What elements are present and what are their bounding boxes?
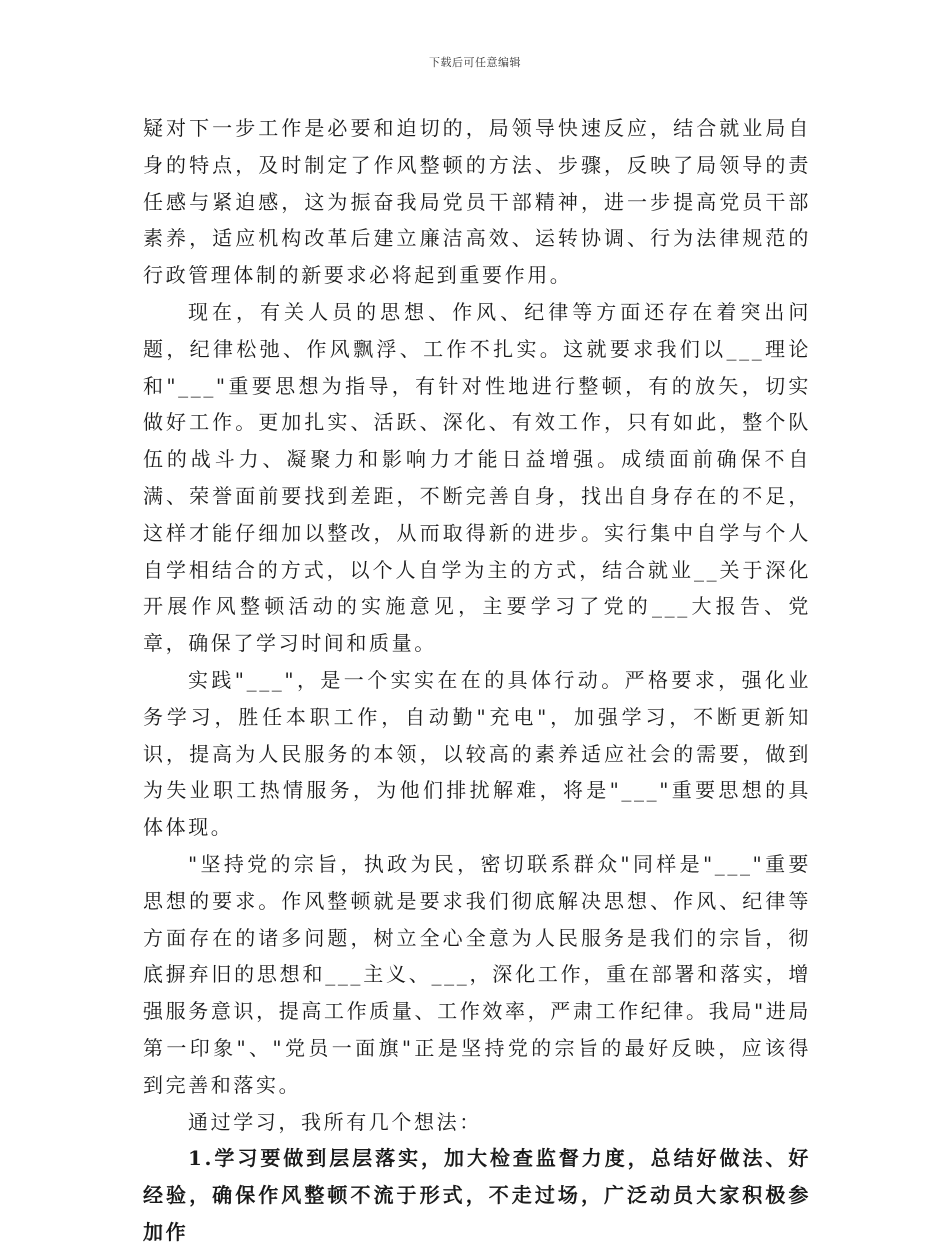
paragraph-current-issues: 现在，有关人员的思想、作风、纪律等方面还存在着突出问题，纪律松弛、作风飘浮、工作不扎实。这就要求我们以___理论和"___"重要思想为指导，有针对性地进行整顿，有的放矢，切实做好工作。更加扎实、活跃、深化、有效工作，只有如此，整个队伍的战斗力、凝聚力和影响力才能日益增强。成绩面前确保不自满、荣誉面前要找到差距，不断完善自身，找出自身存在的不足，这样才能仔细加以整改，从而取得新的进步。实行集中自学与个人自学相结合的方式，以个人自学为主的方式，结合就业__关于深化开展作风整顿活动的实施意见，主要学习了党的___大报告、党章，确保了学习时间和质量。 — [143, 299, 811, 656]
paragraph-point-1: 1.学习要做到层层落实，加大检查监督力度，总结好做法、好经验，确保作风整顿不流于形式，不走过场，广泛动员大家积极参加作 — [143, 1146, 811, 1244]
header-note: 下载后可任意编辑 — [429, 56, 521, 69]
paragraph-continuation: 疑对下一步工作是必要和迫切的，局领导快速反应，结合就业局自身的特点，及时制定了作风整顿的方法、步骤，反映了局领导的责任感与紧迫感，这为振奋我局党员干部精神，进一步提高党员干部素养，适应机构改革后建立廉洁高效、运转协调、行为法律规范的行政管理体制的新要求必将起到重要作用。 — [143, 116, 811, 288]
paragraph-thoughts-intro: 通过学习，我所有几个想法： — [188, 1109, 482, 1134]
paragraph-practice: 实践"___"，是一个实实在在的具体行动。严格要求，强化业务学习，胜任本职工作，自动勤"充电"，加强学习，不断更新知识，提高为人民服务的本领，以较高的素养适应社会的需要，做到为失业职工热情服务，为他们排扰解难，将是"___"重要思想的具体体现。 — [143, 667, 811, 840]
document-body — [143, 110, 811, 1251]
paragraph-party-purpose: "坚持党的宗旨，执政为民，密切联系群众"同样是"___"重要思想的要求。作风整顿就是要求我们彻底解决思想、作风、纪律等方面存在的诸多问题，树立全心全意为人民服务是我们的宗旨，彻底摒弃旧的思想和___主义、___，深化工作，重在部署和落实，增强服务意识，提高工作质量、工作效率，严肃工作纪律。我局"进局第一印象"、"党员一面旗"正是坚持党的宗旨的最好反映，应该得到完善和落实。 — [143, 851, 811, 1097]
